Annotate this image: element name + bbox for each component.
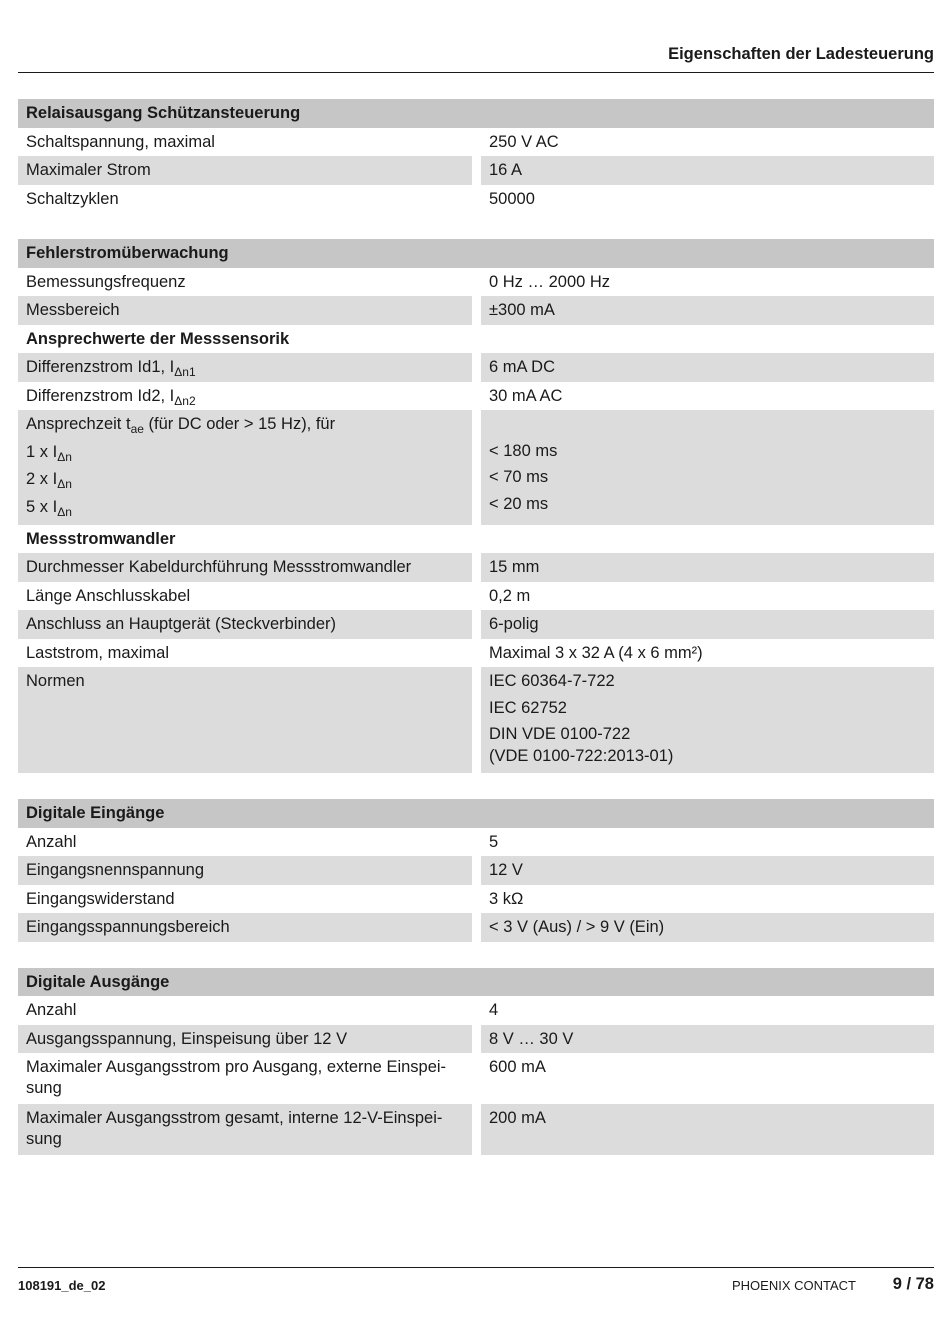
- row-value: 600 mA: [489, 1058, 546, 1076]
- section-title: Digitale Ausgänge: [18, 968, 934, 997]
- table-row: [18, 610, 934, 639]
- response-value: < 180 ms: [489, 441, 558, 460]
- table-row: [18, 1053, 934, 1104]
- table-relais: [18, 99, 934, 213]
- table-row: [18, 667, 934, 773]
- table-row: [18, 382, 934, 411]
- row-value: 12 V: [481, 856, 934, 885]
- row-value: 6-polig: [481, 610, 934, 639]
- table-row: [18, 639, 934, 668]
- row-label: Anzahl: [26, 1001, 77, 1019]
- row-label: Länge Anschlusskabel: [26, 586, 191, 605]
- section-title: Relaisausgang Schützansteuerung: [18, 99, 934, 128]
- response-factor: 5 x $I_{\Delta n}$: [26, 497, 72, 519]
- norm-item: IEC 60364-7-722: [489, 672, 615, 690]
- response-value: < 70 ms: [489, 468, 549, 486]
- row-value: 16 A: [481, 156, 934, 185]
- row-value: 50000: [489, 189, 535, 208]
- subscript: Δn2: [174, 393, 196, 408]
- row-label: Eingangsnennspannung: [18, 856, 472, 885]
- row-label: Anschluss an Hauptgerät (Steckverbinder): [18, 610, 472, 639]
- row-value: 200 mA: [481, 1104, 934, 1155]
- row-label: Messbereich: [18, 296, 472, 325]
- row-label: Ausgangsspannung, Einspeisung über 12 V: [18, 1025, 472, 1054]
- table-row: [18, 1025, 934, 1054]
- table-fehlerstrom: [18, 239, 934, 773]
- subsection-title: Ansprechwerte der Messsensorik: [26, 329, 290, 348]
- row-value: 8 V … 30 V: [481, 1025, 934, 1054]
- table-row: [18, 353, 934, 382]
- row-value: 15 mm: [481, 553, 934, 582]
- table-row: [18, 913, 934, 942]
- section-title: Digitale Eingänge: [18, 799, 934, 828]
- row-value: 250 V AC: [489, 132, 559, 151]
- row-label: Schaltspannung, maximal: [26, 132, 215, 151]
- table-row: [18, 553, 934, 582]
- row-label: Eingangswiderstand: [26, 889, 175, 908]
- row-label: [18, 353, 472, 382]
- row-label: Normen: [18, 667, 472, 773]
- section-header: [18, 99, 934, 128]
- label-text: Differenzstrom Id1, I: [26, 358, 175, 376]
- response-factor: 1 x $I_{\Delta n}$: [26, 442, 72, 464]
- row-value: 5: [489, 832, 499, 851]
- table-row: [18, 156, 934, 185]
- row-value: Maximal 3 x 32 A (4 x 6 mm²): [489, 643, 703, 662]
- label-text: Differenzstrom Id2, I: [26, 386, 175, 405]
- norm-item: IEC 62752: [489, 698, 567, 717]
- spec-content: [18, 99, 934, 1181]
- page-number: 9 / 78: [892, 1275, 934, 1293]
- response-value: < 20 ms: [489, 494, 549, 513]
- table-row: [18, 296, 934, 325]
- section-title: Fehlerstromüberwachung: [18, 239, 934, 268]
- response-factor: 2 x $I_{\Delta n}$: [26, 470, 72, 491]
- subsection-header: [18, 325, 934, 354]
- table-row: [18, 268, 934, 297]
- row-label: Maximaler Ausgangsstrom gesamt, interne 12-V-Einspei- sung: [18, 1104, 472, 1155]
- subsection-header: [18, 525, 934, 554]
- table-row: [18, 828, 934, 857]
- document-id: 108191_de_02: [18, 1278, 106, 1293]
- page-title: Eigenschaften der Ladesteuerung: [668, 45, 934, 63]
- row-label: Laststrom, maximal: [26, 643, 170, 662]
- row-label: [18, 410, 472, 525]
- section-header: [18, 968, 934, 997]
- table-row: [18, 582, 934, 611]
- row-value: 0,2 m: [489, 586, 531, 605]
- row-value: [481, 410, 934, 525]
- row-value: 4: [489, 1001, 499, 1019]
- row-label: Maximaler Ausgangsstrom pro Ausgang, externe Einspei- sung: [26, 1058, 447, 1097]
- row-label: [18, 382, 472, 411]
- brand-name: PHOENIX CONTACT: [732, 1278, 856, 1293]
- section-header: [18, 239, 934, 268]
- page-header: [18, 0, 934, 73]
- norm-item: DIN VDE 0100-722: [489, 725, 631, 743]
- table-row: [18, 856, 934, 885]
- row-value: [481, 667, 934, 773]
- table-row: [18, 996, 934, 1025]
- row-label: Anzahl: [26, 832, 77, 851]
- row-value: ±300 mA: [481, 296, 934, 325]
- norm-item: (VDE 0100-722:2013-01): [489, 747, 674, 765]
- row-value: 6 mA DC: [481, 353, 934, 382]
- table-digital-inputs: [18, 799, 934, 942]
- page-footer: [18, 1267, 934, 1308]
- table-row: [18, 185, 934, 214]
- row-label: Eingangsspannungsbereich: [18, 913, 472, 942]
- table-row: [18, 410, 934, 525]
- row-value: 30 mA AC: [489, 386, 563, 405]
- section-header: [18, 799, 934, 828]
- table-digital-outputs: [18, 968, 934, 1156]
- row-label: Bemessungsfrequenz: [26, 272, 186, 291]
- subsection-title: Messstromwandler: [26, 529, 176, 548]
- table-row: [18, 1104, 934, 1155]
- row-value: 0 Hz … 2000 Hz: [489, 272, 611, 291]
- row-label: Durchmesser Kabeldurchführung Messstromwandler: [18, 553, 472, 582]
- table-row: [18, 128, 934, 157]
- table-row: [18, 885, 934, 914]
- row-value: 3 kΩ: [489, 889, 524, 908]
- response-label: Ansprechzeit $t_{ae}$ (für DC oder > 15 Hz), für: [26, 415, 336, 436]
- row-value: < 3 V (Aus) / > 9 V (Ein): [481, 913, 934, 942]
- row-label: Maximaler Strom: [18, 156, 472, 185]
- row-label: Schaltzyklen: [26, 189, 119, 208]
- subscript: Δn1: [174, 365, 196, 379]
